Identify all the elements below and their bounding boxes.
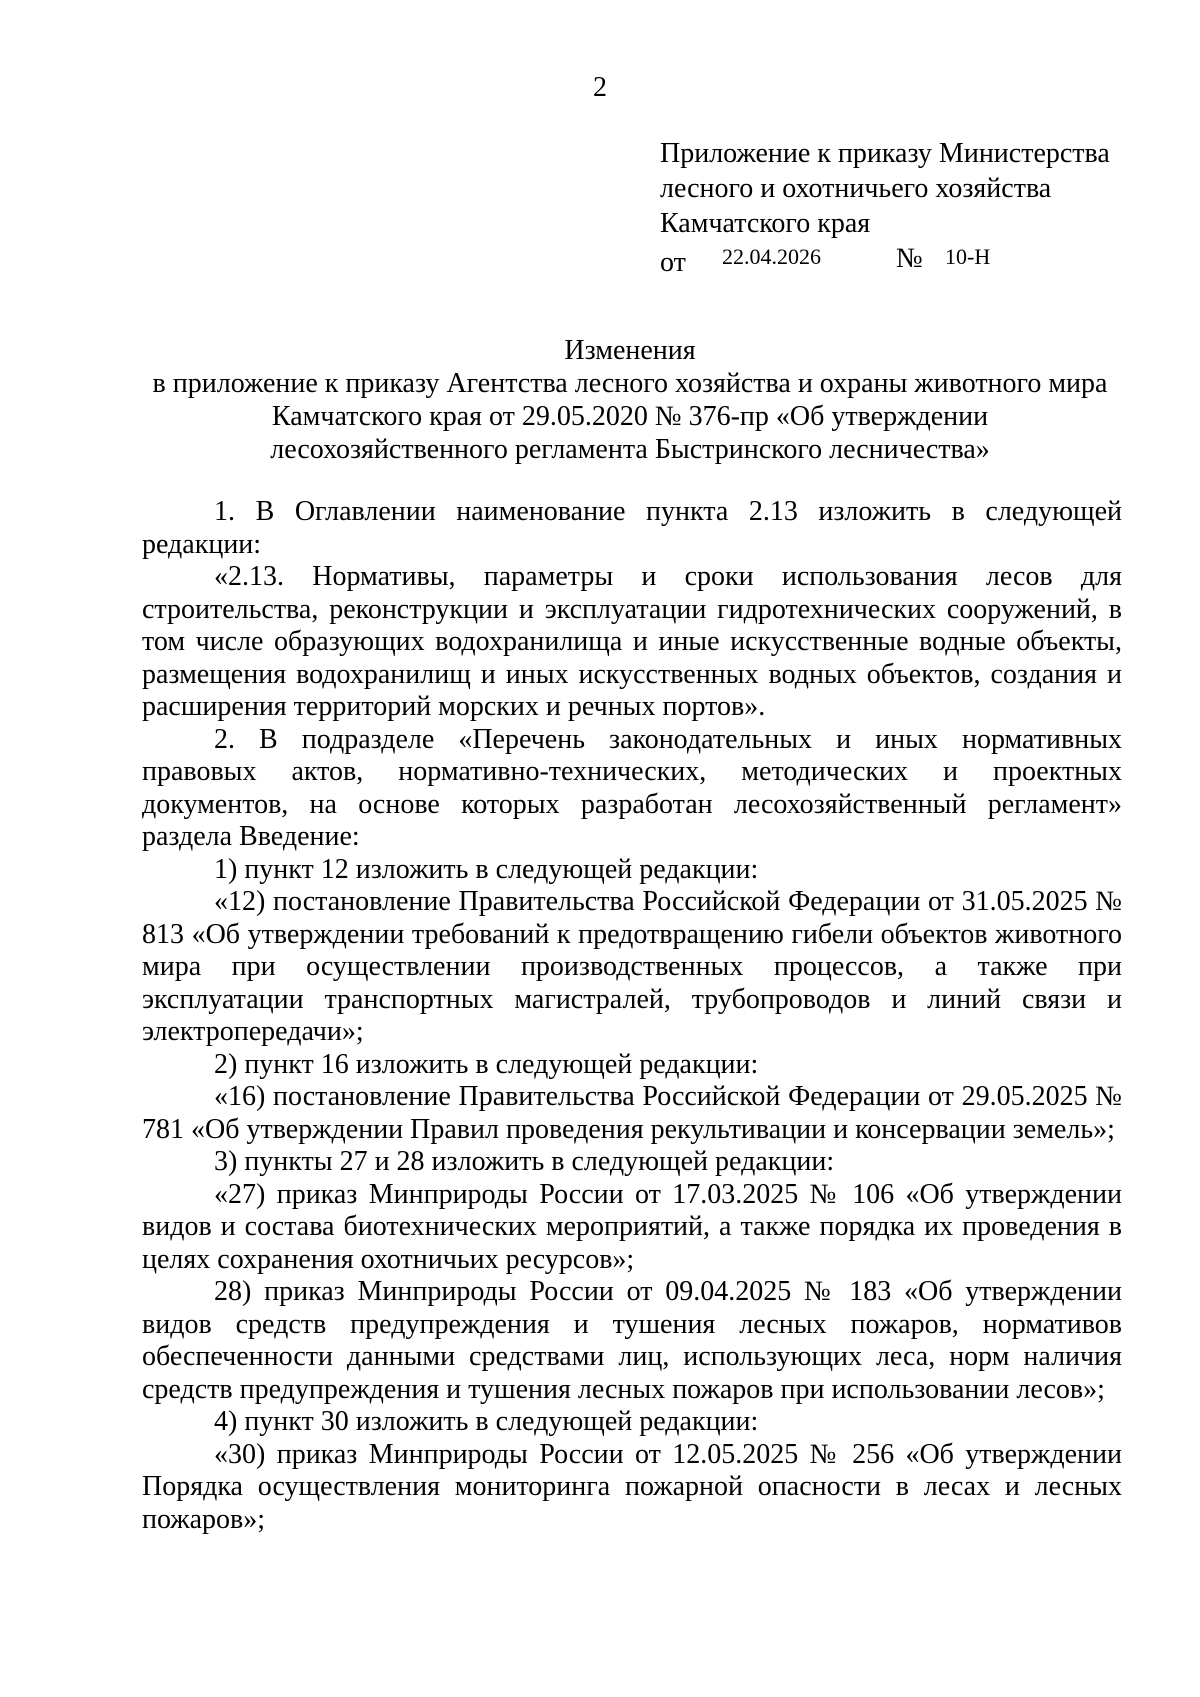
- paragraph: «2.13. Нормативы, параметры и сроки использования лесов для строительства, реконструкции и эксплуатации гидротехнических сооружений, в том числе образующих водохранилища и иные искусственные водные объекты, размещения водохранилищ и иных искусственных водных объектов, создания и расширения территорий морских и речных портов».: [142, 561, 1122, 722]
- paragraph: 2. В подразделе «Перечень законодательных и иных нормативных правовых актов, нормативно-технических, методических и проектных документов, на основе которых разработан лесохозяйственный регламент» раздела Введение:: [142, 723, 1122, 852]
- order-date: 22.04.2026: [722, 244, 821, 269]
- document-body: [142, 496, 1122, 1536]
- title-line: в приложение к приказу Агентства лесного хозяйства и охраны животного мира: [152, 368, 1108, 399]
- paragraph: «12) постановление Правительства Российской Федерации от 31.05.2025 № 813 «Об утверждении требований к предотвращению гибели объектов животного мира при осуществлении производственных процессов, а также при эксплуатации транспортных магистралей, трубопроводов и линий связи и электропередачи»;: [142, 886, 1122, 1047]
- paragraph: 1) пункт 12 изложить в следующей редакции:: [214, 853, 759, 885]
- order-number-label: №: [896, 243, 923, 274]
- page-number: 2: [593, 72, 607, 103]
- paragraph: 2) пункт 16 изложить в следующей редакции:: [214, 1048, 759, 1080]
- order-number: 10-Н: [945, 244, 991, 269]
- title-line: лесохозяйственного регламента Быстринского лесничества»: [270, 434, 990, 465]
- paragraph: 1. В Оглавлении наименование пункта 2.13 изложить в следующей редакции:: [142, 496, 1122, 560]
- order-from-label: от: [660, 247, 686, 278]
- title-heading: Изменения: [564, 335, 696, 366]
- title-line: Камчатского края от 29.05.2020 № 376-пр «Об утверждении: [271, 401, 989, 432]
- appendix-header: [660, 136, 1140, 281]
- paragraph: 3) пункты 27 и 28 изложить в следующей редакции:: [214, 1146, 835, 1177]
- paragraph: «30) приказ Минприроды России от 12.05.2025 № 256 «Об утверждении Порядка осуществления мониторинга пожарной опасности в лесах и лесных пожаров»;: [142, 1438, 1122, 1535]
- appendix-line: Камчатского края: [660, 208, 871, 239]
- paragraph: «27) приказ Минприроды России от 17.03.2025 № 106 «Об утверждении видов и состава биотехнических мероприятий, а также порядка их проведения в целях сохранения охотничьих ресурсов»;: [142, 1178, 1122, 1275]
- appendix-line: Приложение к приказу Министерства: [660, 138, 1110, 169]
- appendix-line: лесного и охотничьего хозяйства: [660, 173, 1052, 204]
- paragraph: 28) приказ Минприроды России от 09.04.2025 № 183 «Об утверждении видов средств предупреждения и тушения лесных пожаров, нормативов обеспеченности данными средствами лиц, использующих леса, норм наличия средств предупреждения и тушения лесных пожаров при использовании лесов»;: [142, 1276, 1122, 1405]
- order-date-number-line: [660, 241, 1140, 281]
- document-title: [140, 334, 1120, 466]
- paragraph: «16) постановление Правительства Российской Федерации от 29.05.2025 № 781 «Об утверждении Правил проведения рекультивации и консервации земель»;: [142, 1081, 1122, 1145]
- paragraph: 4) пункт 30 изложить в следующей редакции:: [214, 1406, 759, 1437]
